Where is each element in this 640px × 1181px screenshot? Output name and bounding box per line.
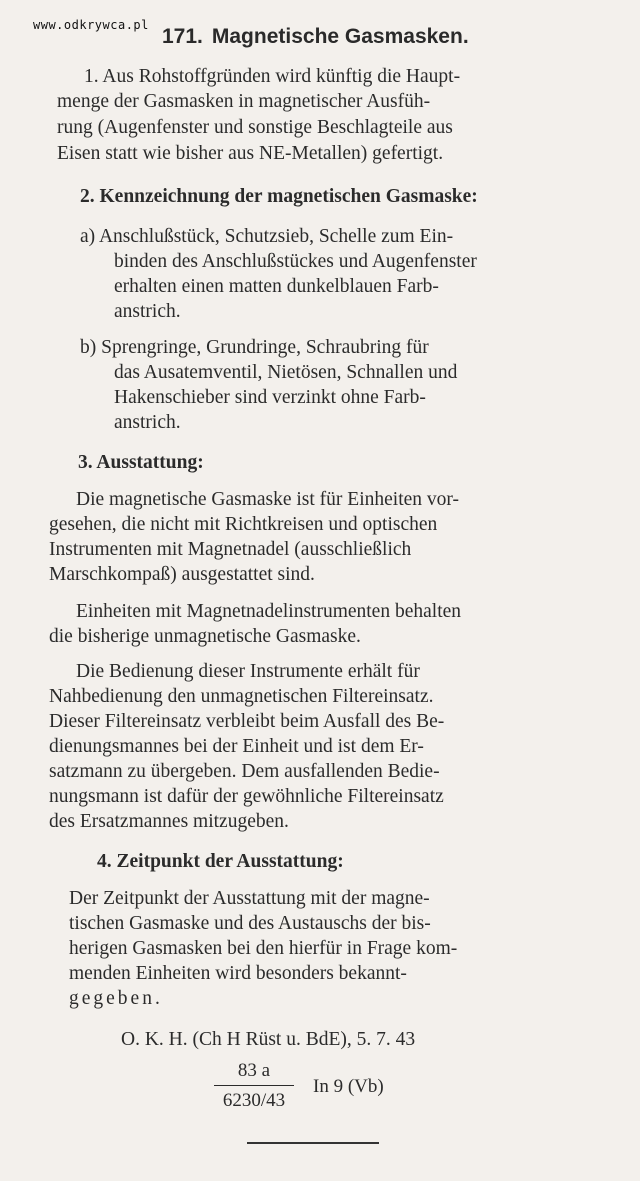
fraction-denominator: 6230/43 <box>222 1090 286 1111</box>
paragraph-line: menden Einheiten wird besonders bekannt- <box>69 963 407 984</box>
item-a-line: a) Anschlußstück, Schutzsieb, Schelle zum Ein- <box>80 226 454 247</box>
paragraph-line: Die magnetische Gasmaske ist für Einheiten vor- <box>76 489 459 510</box>
paragraph-line: Dieser Filtereinsatz verbleibt beim Ausfall des Be- <box>49 711 445 732</box>
paragraph-line: Der Zeitpunkt der Ausstattung mit der magne- <box>69 888 430 909</box>
paragraph-line: nungsmann ist dafür der gewöhnliche Filtereinsatz <box>49 786 444 807</box>
paragraph-line: Nahbedienung den unmagnetischen Filtereinsatz. <box>49 686 434 707</box>
paragraph-line: Marschkompaß) ausgestattet sind. <box>49 564 315 585</box>
paragraph-line: die bisherige unmagnetische Gasmaske. <box>49 626 361 647</box>
file-reference-fraction <box>214 1060 294 1112</box>
item-b-line: b) Sprengringe, Grundringe, Schraubring für <box>80 337 429 358</box>
title-text: Magnetische Gasmasken. <box>211 25 469 48</box>
item-a-line: erhalten einen matten dunkelblauen Farb- <box>114 276 439 297</box>
paragraph-line: gesehen, die nicht mit Richtkreisen und optischen <box>49 514 438 535</box>
page-title <box>162 25 469 49</box>
item-a-line: anstrich. <box>114 301 181 322</box>
watermark: www.odkrywca.pl <box>33 18 149 32</box>
section-heading: 3. Ausstattung: <box>78 452 204 473</box>
paragraph-line: gegeben. <box>69 988 163 1009</box>
reference-code: In 9 (Vb) <box>313 1076 384 1097</box>
paragraph-line: herigen Gasmasken bei den hierfür in Frage kom- <box>69 938 458 959</box>
item-b-line: Hakenschieber sind verzinkt ohne Farb- <box>114 387 426 408</box>
paragraph-line: Eisen statt wie bisher aus NE-Metallen) gefertigt. <box>57 143 444 164</box>
end-divider <box>247 1142 379 1144</box>
section-heading: 2. Kennzeichnung der magnetischen Gasmaske: <box>80 186 478 207</box>
fraction-numerator: 83 a <box>214 1060 294 1086</box>
paragraph-line: Die Bedienung dieser Instrumente erhält für <box>76 661 420 682</box>
paragraph-line: rung (Augenfenster und sonstige Beschlagteile aus <box>57 117 453 138</box>
paragraph-line: des Ersatzmannes mitzugeben. <box>49 811 289 832</box>
paragraph-line: 1. Aus Rohstoffgründen wird künftig die Haupt- <box>84 66 461 87</box>
paragraph-line: menge der Gasmasken in magnetischer Ausfüh- <box>57 91 431 112</box>
paragraph-line: Instrumenten mit Magnetnadel (ausschließlich <box>49 539 412 560</box>
title-number: 171. <box>162 25 203 48</box>
paragraph-line: tischen Gasmaske und des Austauschs der bis- <box>69 913 431 934</box>
authority-line: O. K. H. (Ch H Rüst u. BdE), 5. 7. 43 <box>121 1029 416 1050</box>
item-b-line: anstrich. <box>114 412 181 433</box>
item-b-line: das Ausatemventil, Nietösen, Schnallen und <box>114 362 458 383</box>
paragraph-line: satzmann zu übergeben. Dem ausfallenden Bedie- <box>49 761 440 782</box>
section-heading: 4. Zeitpunkt der Ausstattung: <box>97 851 344 872</box>
paragraph-line: Einheiten mit Magnetnadelinstrumenten behalten <box>76 601 462 622</box>
paragraph-line: dienungsmannes bei der Einheit und ist dem Er- <box>49 736 424 757</box>
item-a-line: binden des Anschlußstückes und Augenfenster <box>114 251 477 272</box>
